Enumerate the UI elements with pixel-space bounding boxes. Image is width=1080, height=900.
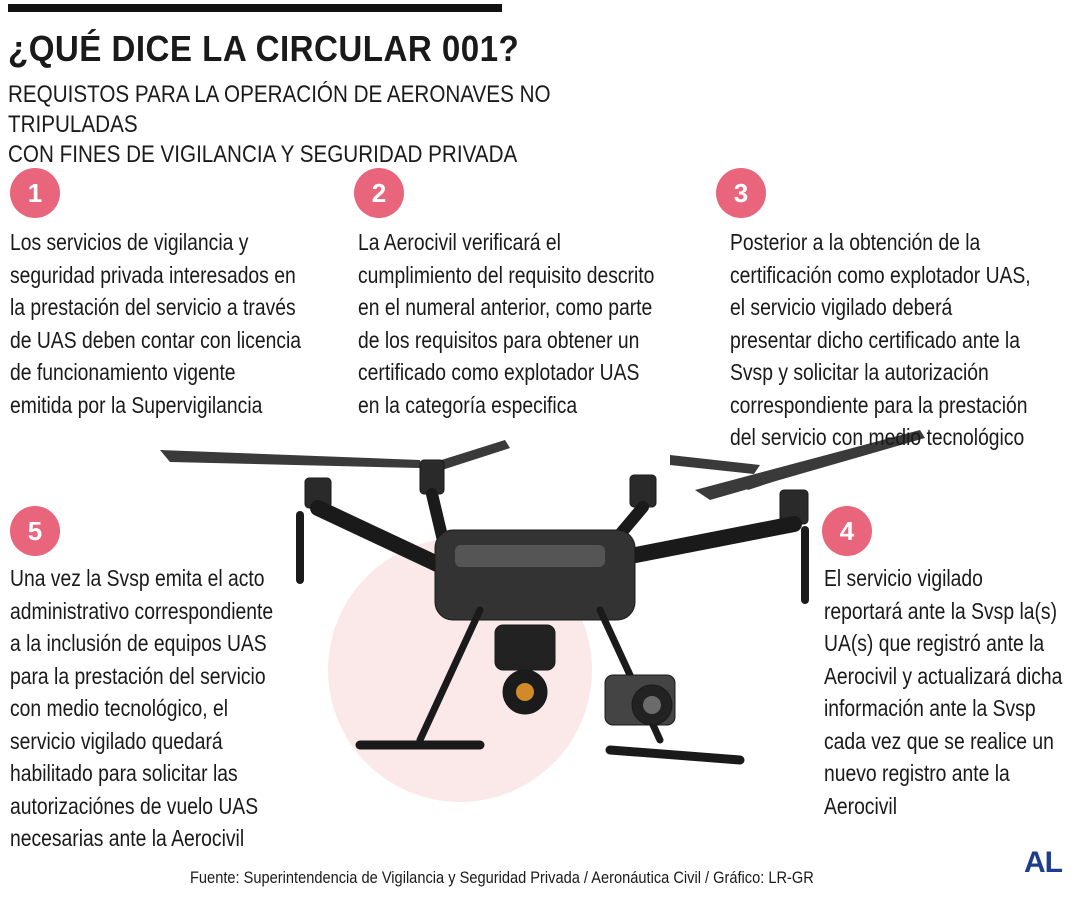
step-line: Los servicios de vigilancia y — [10, 229, 249, 255]
step-line: de los requisitos para obtener un — [358, 326, 640, 353]
step-line: a la inclusión de equipos UAS — [10, 630, 267, 656]
step-5-text — [10, 562, 273, 855]
step-line: en el numeral anterior, como parte — [358, 294, 653, 320]
step-line: autorizaciónes de vuelo UAS — [10, 792, 259, 819]
step-line: cada vez que se realice un — [824, 727, 1054, 754]
step-line: correspondiente para la prestación — [730, 391, 1028, 418]
step-number-badge: 2 — [354, 168, 404, 218]
step-line: Svsp y solicitar la autorización — [730, 359, 989, 385]
step-line: para la prestación del servicio — [10, 662, 266, 689]
step-line: el servicio vigilado deberá — [730, 294, 953, 320]
step-line: con medio tecnológico, el — [10, 695, 229, 721]
step-number-badge: 3 — [716, 168, 766, 218]
subtitle-line: CON FINES DE VIGILANCIA Y SEGURIDAD PRIVADA — [8, 141, 518, 168]
step-line: administrativo correspondiente — [10, 597, 274, 624]
source-footer: Fuente: Superintendencia de Vigilancia y Seguridad Privada / Aeronáutica Civil / Gráfico: LR-GR — [190, 868, 814, 887]
step-line: la prestación del servicio a través — [10, 294, 296, 320]
step-number-badge: 1 — [10, 168, 60, 218]
step-line: habilitado para solicitar las — [10, 760, 238, 786]
step-number-badge: 5 — [10, 506, 60, 556]
top-rule — [8, 4, 502, 12]
step-1-text — [10, 226, 301, 421]
step-line: necesarias ante la Aerocivil — [10, 825, 245, 851]
step-line: presentar dicho certificado ante la — [730, 326, 1020, 353]
step-3-text — [730, 226, 1031, 454]
step-line: certificación como explotador UAS, — [730, 261, 1031, 288]
page-subtitle — [8, 80, 610, 170]
step-line: del servicio con medio tecnológico — [730, 424, 1025, 450]
step-number-badge: 4 — [822, 506, 872, 556]
step-line: La Aerocivil verificará el — [358, 229, 561, 255]
step-line: Aerocivil — [824, 792, 898, 819]
step-line: Aerocivil y actualizará dicha — [824, 662, 1063, 689]
step-line: Posterior a la obtención de la — [730, 229, 981, 255]
step-line: de funcionamiento vigente — [10, 359, 236, 385]
step-line: en la categoría especifica — [358, 391, 578, 418]
step-line: emitida por la Supervigilancia — [10, 391, 263, 418]
step-line: nuevo registro ante la — [824, 760, 1010, 786]
step-line: cumplimiento del requisito descrito — [358, 261, 655, 288]
subtitle-line: REQUISTOS PARA LA OPERACIÓN DE AERONAVES NO TRIPULADAS — [8, 81, 551, 138]
step-line: certificado como explotador UAS — [358, 359, 640, 385]
step-2-text — [358, 226, 654, 421]
step-line: reportará ante la Svsp la(s) — [824, 597, 1058, 624]
step-line: servicio vigilado quedará — [10, 727, 223, 754]
step-line: Una vez la Svsp emita el acto — [10, 565, 265, 591]
al-logo: AL — [1024, 846, 1062, 879]
step-line: seguridad privada interesados en — [10, 261, 296, 288]
page-title: ¿QUÉ DICE LA CIRCULAR 001? — [8, 28, 520, 69]
step-4-text — [824, 562, 1062, 822]
step-line: El servicio vigilado — [824, 565, 983, 591]
step-line: UA(s) que registró ante la — [824, 630, 1045, 656]
step-line: de UAS deben contar con licencia — [10, 326, 302, 353]
step-line: información ante la Svsp — [824, 695, 1036, 721]
